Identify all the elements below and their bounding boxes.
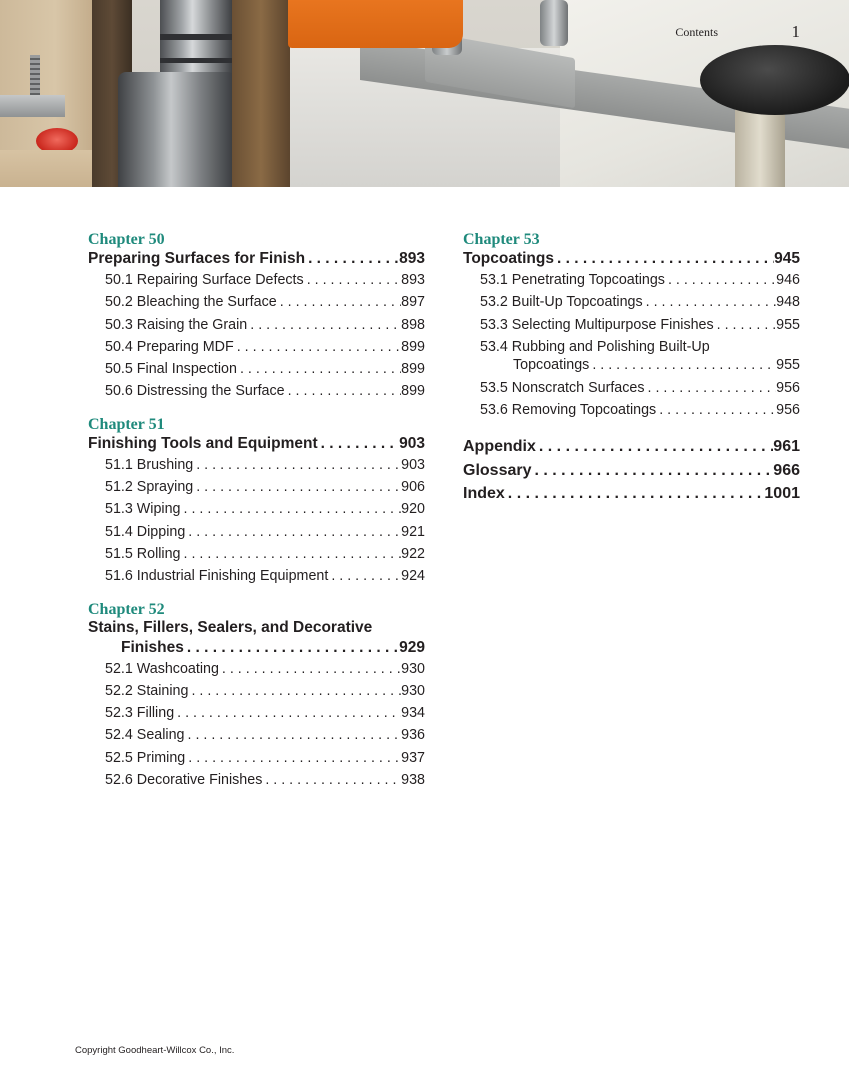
- toc-entry[interactable]: [88, 747, 425, 769]
- section-title: 52.5 Priming: [105, 749, 186, 766]
- section-page: 893: [401, 272, 425, 288]
- dot-leader: [505, 482, 765, 506]
- section-title: 51.2 Spraying: [105, 479, 194, 496]
- toc-chapter-51: [88, 417, 425, 588]
- section-title: 53.5 Nonscratch Surfaces: [480, 379, 645, 396]
- section-page: 898: [401, 316, 425, 333]
- section-title: 51.4 Dipping: [105, 523, 186, 540]
- section-title: 51.1 Brushing: [105, 456, 194, 473]
- chapter-title: Finishing Tools and Equipment: [88, 434, 318, 452]
- toc-entry[interactable]: [88, 724, 425, 746]
- dot-leader: [234, 336, 401, 358]
- dot-leader: [237, 358, 401, 380]
- dot-leader: [181, 498, 402, 520]
- copyright-notice: Copyright Goodheart-Willcox Co., Inc.: [75, 1045, 235, 1056]
- section-title: 53.3 Selecting Multipurpose Finishes: [480, 316, 714, 333]
- dot-leader: [305, 248, 399, 269]
- section-page: 948: [776, 294, 800, 311]
- toc-left-column: [88, 232, 425, 805]
- section-page: 937: [401, 749, 425, 766]
- dot-leader: [304, 269, 401, 291]
- toc-entry[interactable]: [88, 380, 425, 402]
- dot-leader: [328, 565, 401, 587]
- toc-entry[interactable]: [88, 658, 425, 680]
- toc-entry[interactable]: [463, 314, 800, 336]
- dot-leader: [185, 747, 401, 769]
- toc-chapter-52: [88, 602, 425, 792]
- running-head: [600, 22, 800, 42]
- section-title: 53.2 Built-Up Topcoatings: [480, 294, 643, 311]
- toc-entry[interactable]: [88, 565, 425, 587]
- section-page: 955: [776, 357, 800, 374]
- toc-entry[interactable]: [463, 269, 800, 291]
- chapter-label: Chapter 50: [88, 231, 165, 248]
- dot-leader: [181, 543, 402, 565]
- section-title: 50.5 Final Inspection: [105, 361, 237, 378]
- chapter-title-link[interactable]: [88, 618, 425, 658]
- section-title-line2: Topcoatings: [513, 357, 590, 374]
- toc-entry[interactable]: [88, 521, 425, 543]
- section-page: 899: [401, 338, 425, 355]
- section-page: 938: [401, 772, 425, 789]
- dot-leader: [589, 356, 776, 375]
- dot-leader: [656, 399, 776, 421]
- section-page: 930: [401, 682, 425, 699]
- toc-entry[interactable]: [88, 336, 425, 358]
- chapter-page: 945: [774, 250, 800, 267]
- chapter-title: Topcoatings: [463, 250, 554, 267]
- chapter-title-link[interactable]: [463, 248, 800, 269]
- chapter-label: Chapter 51: [88, 415, 165, 433]
- chapter-title-line1: Stains, Fillers, Sealers, and Decorative: [88, 618, 373, 636]
- section-page: 956: [776, 379, 800, 396]
- chapter-page: 929: [399, 638, 425, 656]
- section-title: 50.4 Preparing MDF: [105, 338, 234, 355]
- dot-leader: [318, 433, 400, 454]
- dot-leader: [185, 521, 401, 543]
- toc-entry[interactable]: [88, 769, 425, 791]
- section-page: 899: [401, 383, 425, 400]
- section-page: 956: [776, 402, 800, 419]
- page-number: 1: [791, 22, 800, 41]
- section-page: 899: [401, 361, 425, 378]
- chapter-label: Chapter 52: [88, 600, 165, 618]
- section-page: 922: [401, 545, 425, 562]
- toc-entry[interactable]: [88, 358, 425, 380]
- section-page: 934: [401, 705, 425, 722]
- section-title: 51.5 Rolling: [105, 545, 181, 562]
- section-page: 903: [401, 456, 425, 473]
- section-page: 930: [401, 660, 425, 677]
- toc-entry[interactable]: [88, 702, 425, 724]
- dot-leader: [188, 680, 401, 702]
- dot-leader: [184, 638, 399, 658]
- toc-entry[interactable]: [88, 269, 425, 291]
- section-title: 52.1 Washcoating: [105, 660, 219, 677]
- toc-entry[interactable]: [88, 498, 425, 520]
- toc-entry[interactable]: [88, 454, 425, 476]
- section-page: 920: [401, 501, 425, 518]
- section-title: 53.1 Penetrating Topcoatings: [480, 272, 665, 288]
- section-title: 52.3 Filling: [105, 705, 175, 722]
- toc-chapter-50: [88, 232, 425, 403]
- section-title: 50.6 Distressing the Surface: [105, 383, 285, 400]
- dot-leader: [193, 476, 401, 498]
- section-title-line1: 53.4 Rubbing and Polishing Built-Up: [480, 338, 710, 355]
- section-page: 924: [401, 568, 425, 585]
- toc-glossary[interactable]: [463, 459, 800, 483]
- dot-leader: [554, 248, 774, 269]
- dot-leader: [643, 291, 776, 313]
- running-head-title: Contents: [675, 25, 718, 39]
- back-matter-title: Index: [463, 485, 505, 503]
- back-matter-title: Appendix: [463, 438, 536, 456]
- section-title: 52.6 Decorative Finishes: [105, 772, 263, 789]
- dot-leader: [219, 658, 401, 680]
- section-title: 52.4 Sealing: [105, 727, 185, 744]
- section-title: 53.6 Removing Topcoatings: [480, 402, 657, 419]
- section-page: 946: [776, 272, 800, 288]
- chapter-page: 903: [399, 434, 425, 452]
- chapter-page: 893: [399, 250, 425, 267]
- toc-entry[interactable]: [463, 291, 800, 313]
- dot-leader: [262, 769, 401, 791]
- section-title: 51.6 Industrial Finishing Equipment: [105, 568, 329, 585]
- section-title: 50.3 Raising the Grain: [105, 316, 248, 333]
- dot-leader: [174, 702, 401, 724]
- toc-chapter-53: [463, 232, 800, 421]
- dot-leader: [714, 314, 776, 336]
- toc-entry[interactable]: [88, 543, 425, 565]
- dot-leader: [536, 435, 773, 459]
- chapter-title-line2: Finishes: [121, 638, 184, 656]
- toc-appendix[interactable]: [463, 435, 800, 459]
- section-page: 921: [401, 523, 425, 540]
- dot-leader: [285, 380, 402, 402]
- toc-entry[interactable]: [88, 291, 425, 313]
- dot-leader: [247, 314, 401, 336]
- section-page: 936: [401, 727, 425, 744]
- back-matter-page: 961: [773, 438, 800, 456]
- section-title: 51.3 Wiping: [105, 501, 181, 518]
- chapter-title-link[interactable]: [88, 433, 425, 454]
- chapter-label: Chapter 53: [463, 231, 540, 248]
- toc-right-column: [463, 232, 800, 506]
- toc-entry[interactable]: [463, 377, 800, 399]
- dot-leader: [193, 454, 401, 476]
- dot-leader: [531, 459, 773, 483]
- section-page: 955: [776, 316, 800, 333]
- section-page: 897: [401, 294, 425, 311]
- back-matter-title: Glossary: [463, 461, 532, 479]
- toc-entry[interactable]: [463, 399, 800, 421]
- chapter-title: Preparing Surfaces for Finish: [88, 250, 306, 267]
- toc-index[interactable]: [463, 482, 800, 506]
- toc-entry[interactable]: [88, 476, 425, 498]
- section-title: 52.2 Staining: [105, 682, 189, 699]
- back-matter-page: 1001: [764, 485, 800, 503]
- dot-leader: [645, 377, 777, 399]
- dot-leader: [665, 269, 776, 291]
- toc-back-matter: [463, 435, 800, 506]
- toc-entry[interactable]: [88, 314, 425, 336]
- section-page: 906: [401, 479, 425, 496]
- toc-entry[interactable]: [88, 680, 425, 702]
- back-matter-page: 966: [773, 461, 800, 479]
- section-title: 50.1 Repairing Surface Defects: [105, 272, 304, 288]
- dot-leader: [185, 724, 402, 746]
- dot-leader: [277, 291, 401, 313]
- toc-entry[interactable]: [463, 336, 800, 377]
- section-title: 50.2 Bleaching the Surface: [105, 294, 277, 311]
- chapter-title-link[interactable]: [88, 248, 425, 269]
